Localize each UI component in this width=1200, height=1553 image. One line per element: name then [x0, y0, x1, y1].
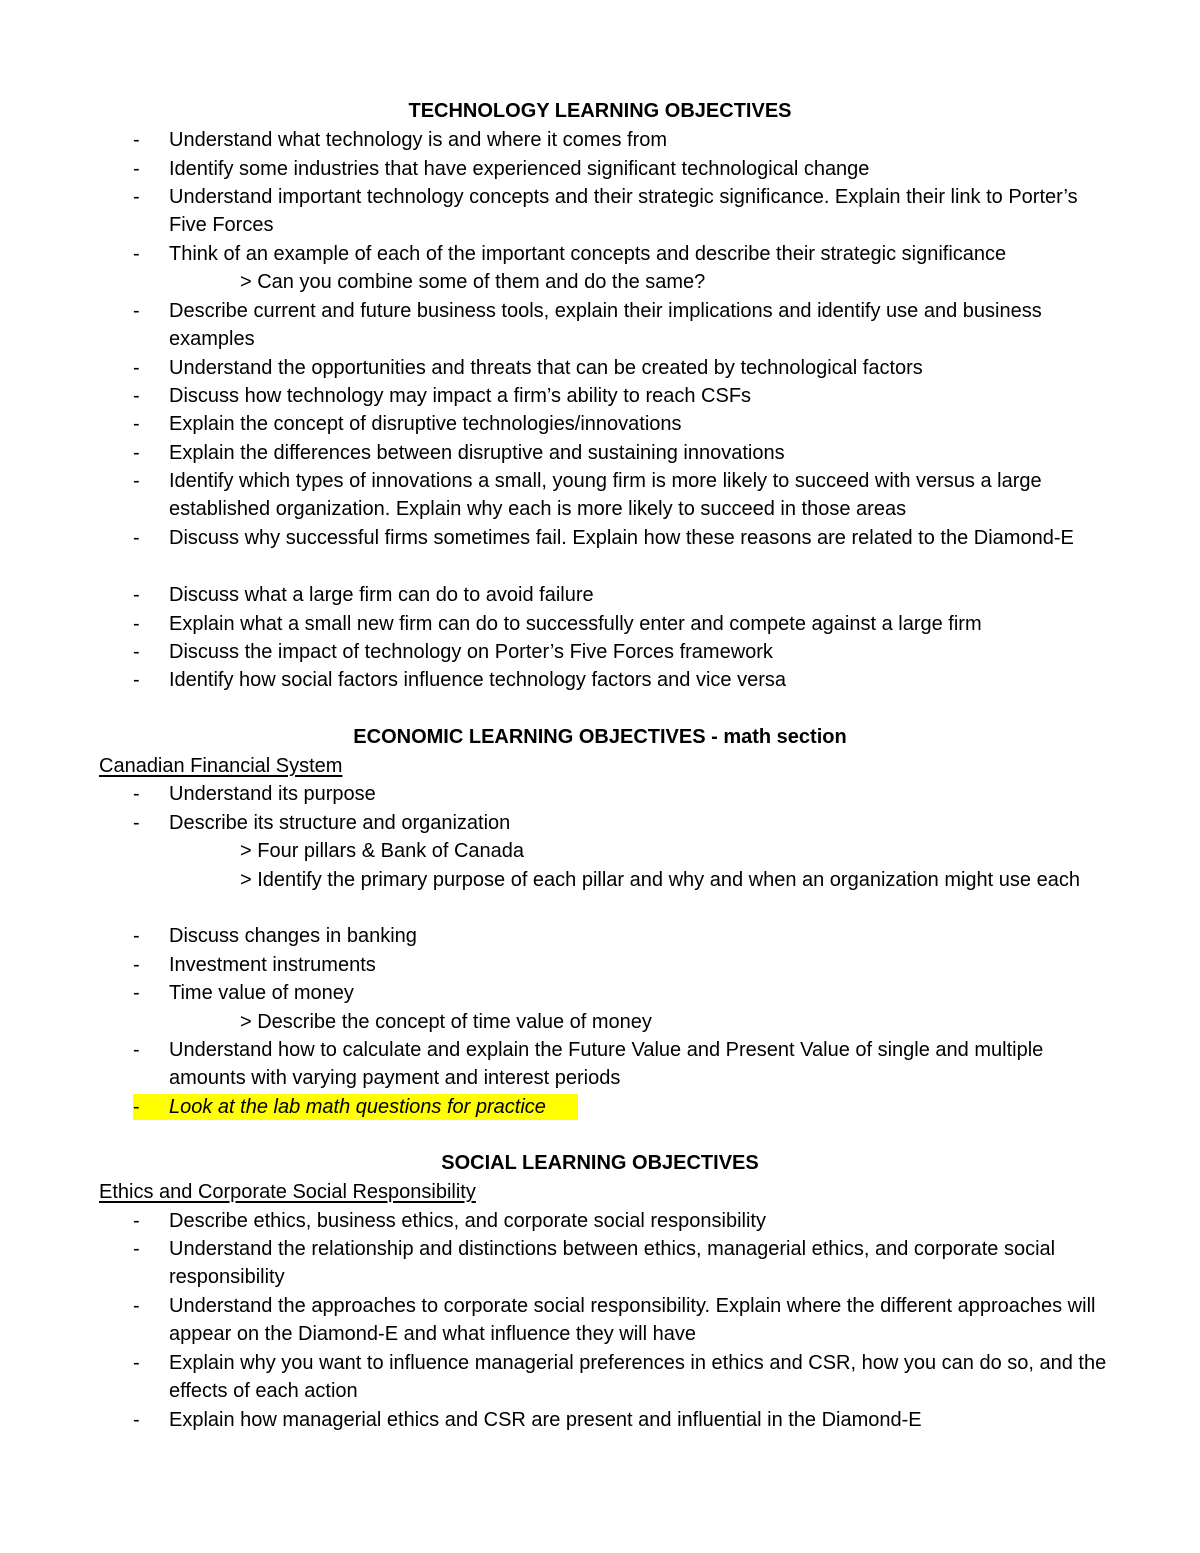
tech-objective-8: Explain the concept of disruptive technologies/innovations	[169, 413, 682, 435]
bullet-dash: -	[133, 584, 140, 606]
bullet-dash: -	[133, 1352, 140, 1374]
bullet-dash: -	[133, 129, 140, 151]
econ-sub-point: > Identify the primary purpose of each pillar and why and when an organization might use each	[240, 869, 1080, 891]
econ-objective-5: Time value of money	[169, 982, 354, 1004]
bullet-dash: -	[133, 1295, 140, 1317]
social-subheading: Ethics and Corporate Social Responsibility	[99, 1181, 476, 1203]
bullet-dash: -	[133, 1039, 140, 1061]
social-objective-4: Explain why you want to influence managerial preferences in ethics and CSR, how you can do so, and the effects of each action	[169, 1352, 1107, 1403]
social-objective-5: Explain how managerial ethics and CSR are present and influential in the Diamond-E	[169, 1409, 922, 1431]
econ-objective-2: Describe its structure and organization	[169, 812, 511, 834]
tech-objective-14: Discuss the impact of technology on Porter’s Five Forces framework	[169, 641, 773, 663]
bullet-dash: -	[133, 300, 140, 322]
bullet-dash: -	[133, 442, 140, 464]
bullet-dash: -	[133, 982, 140, 1004]
econ-highlighted-objective: Look at the lab math questions for practice	[169, 1096, 546, 1118]
econ-objective-6: Understand how to calculate and explain the Future Value and Present Value of single and multiple amounts with varying payment and interest periods	[169, 1039, 1044, 1090]
bullet-dash: -	[133, 1409, 140, 1431]
tech-objective-9: Explain the differences between disruptive and sustaining innovations	[169, 442, 785, 464]
econ-objective-3: Discuss changes in banking	[169, 925, 417, 947]
bullet-dash: -	[133, 954, 140, 976]
bullet-dash: -	[133, 1096, 140, 1118]
bullet-dash: -	[133, 669, 140, 691]
social-objective-1: Describe ethics, business ethics, and corporate social responsibility	[169, 1210, 766, 1232]
bullet-dash: -	[133, 413, 140, 435]
tech-objective-12: Discuss what a large firm can do to avoid failure	[169, 584, 594, 606]
tech-objective-10: Identify which types of innovations a small, young firm is more likely to succeed with versus a large established organization. Explain why each is more likely to succeed in those areas	[169, 470, 1042, 521]
bullet-dash: -	[133, 527, 140, 549]
tech-objective-3: Understand important technology concepts and their strategic significance. Explain their link to Porter’s Five Forces	[169, 186, 1078, 237]
econ-objective-4: Investment instruments	[169, 954, 376, 976]
tech-objective-2: Identify some industries that have experienced significant technological change	[169, 158, 870, 180]
tech-objective-1: Understand what technology is and where it comes from	[169, 129, 668, 151]
bullet-dash: -	[133, 812, 140, 834]
tech-objective-7: Discuss how technology may impact a firm’s ability to reach CSFs	[169, 385, 752, 407]
bullet-dash: -	[133, 186, 140, 208]
bullet-dash: -	[133, 1210, 140, 1232]
bullet-dash: -	[133, 613, 140, 635]
bullet-dash: -	[133, 641, 140, 663]
tech-objective-5: Describe current and future business tools, explain their implications and identify use and business examples	[169, 300, 1042, 351]
tech-objective-13: Explain what a small new firm can do to successfully enter and compete against a large firm	[169, 613, 982, 635]
tech-sub-point: > Can you combine some of them and do the same?	[240, 271, 706, 293]
bullet-dash: -	[133, 783, 140, 805]
technology-heading: TECHNOLOGY LEARNING OBJECTIVES	[408, 100, 792, 122]
bullet-dash: -	[133, 385, 140, 407]
economic-heading: ECONOMIC LEARNING OBJECTIVES - math section	[353, 726, 847, 748]
econ-sub-point: > Four pillars & Bank of Canada	[240, 840, 525, 862]
tech-objective-6: Understand the opportunities and threats that can be created by technological factors	[169, 357, 923, 379]
bullet-dash: -	[133, 243, 140, 265]
bullet-dash: -	[133, 925, 140, 947]
tech-objective-15: Identify how social factors influence technology factors and vice versa	[169, 669, 786, 691]
econ-sub-point: > Describe the concept of time value of money	[240, 1011, 652, 1033]
bullet-dash: -	[133, 158, 140, 180]
bullet-dash: -	[133, 357, 140, 379]
social-heading: SOCIAL LEARNING OBJECTIVES	[441, 1152, 759, 1174]
econ-objective-1: Understand its purpose	[169, 783, 376, 805]
economic-subheading: Canadian Financial System	[99, 755, 343, 777]
bullet-dash: -	[133, 1238, 140, 1260]
bullet-dash: -	[133, 470, 140, 492]
social-objective-3: Understand the approaches to corporate social responsibility. Explain where the different approaches will appear on the Diamond-E and what influence they will have	[169, 1295, 1096, 1346]
tech-objective-11: Discuss why successful firms sometimes fail. Explain how these reasons are related to the Diamond-E	[169, 527, 1074, 549]
social-objective-2: Understand the relationship and distinctions between ethics, managerial ethics, and corporate social responsibility	[169, 1238, 1056, 1289]
tech-objective-4: Think of an example of each of the important concepts and describe their strategic significance	[169, 243, 1007, 265]
